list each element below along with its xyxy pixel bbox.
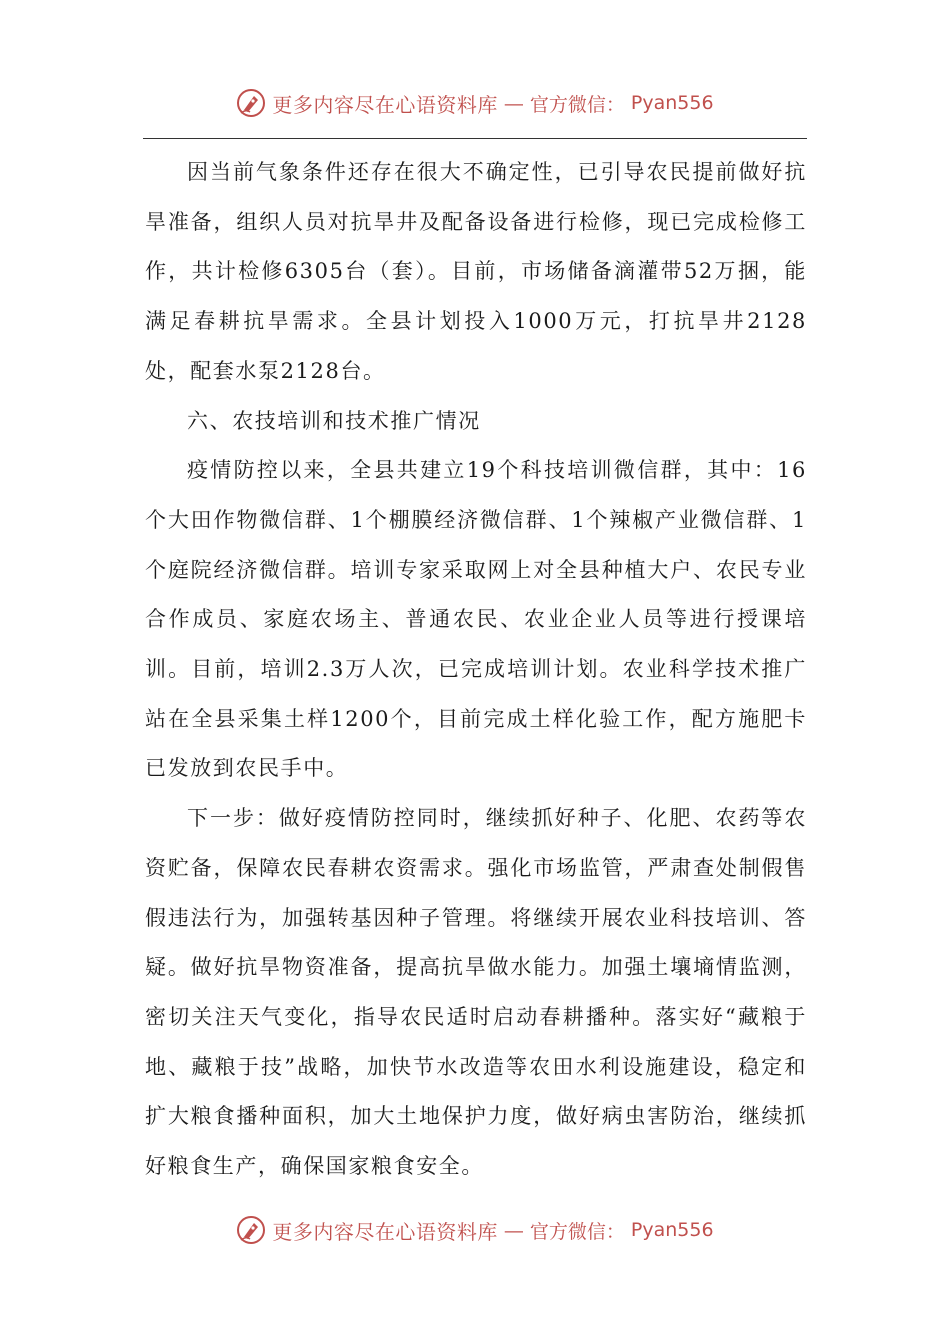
banner-site-name: 更多内容尽在心语资料库 (272, 92, 498, 117)
paragraph-drought-prep: 因当前气象条件还存在很大不确定性，已引导农民提前做好抗旱准备，组织人员对抗旱井及配备设备进行检修，现已完成检修工作，共计检修6305台（套）。目前，市场储备滴灌带52万捆，能满足春耕抗旱需求。全县计划投入1000万元，打抗旱井2128处，配套水泵2128台。 (145, 160, 807, 383)
footer-site-name: 更多内容尽在心语资料库 (272, 1219, 498, 1244)
pen-nib-logo-icon (236, 88, 266, 118)
footer-separator: — (503, 1218, 524, 1242)
banner-contact-id: Pyan556 (630, 92, 714, 114)
header-banner (0, 83, 950, 123)
footer-banner (0, 1210, 950, 1250)
document-body (145, 148, 807, 1192)
footer-contact-label: 官方微信： (529, 1220, 625, 1243)
pen-nib-logo-icon (236, 1215, 266, 1245)
section-heading-training: 六、农技培训和技术推广情况 (187, 408, 481, 433)
footer-contact-id: Pyan556 (630, 1219, 714, 1241)
banner-contact-label: 官方微信： (529, 93, 625, 116)
header-divider (143, 138, 807, 139)
banner-separator: — (503, 91, 524, 115)
paragraph-training: 疫情防控以来，全县共建立19个科技培训微信群，其中：16个大田作物微信群、1个棚膜经济微信群、1个辣椒产业微信群、1个庭院经济微信群。培训专家采取网上对全县种植大户、农民专业合作成员、家庭农场主、普通农民、农业企业人员等进行授课培训。目前，培训2.3万人次，已完成培训计划。农业科学技术推广站在全县采集土样1200个，目前完成土样化验工作，配方施肥卡已发放到农民手中。 (145, 458, 807, 781)
paragraph-next-steps: 下一步：做好疫情防控同时，继续抓好种子、化肥、农药等农资贮备，保障农民春耕农资需求。强化市场监管，严肃查处制假售假违法行为，加强转基因种子管理。将继续开展农业科技培训、答疑。做好抗旱物资准备，提高抗旱做水能力。加强土壤墒情监测，密切关注天气变化，指导农民适时启动春耕播种。落实好“藏粮于地、藏粮于技”战略，加快节水改造等农田水利设施建设，稳定和扩大粮食播种面积，加大土地保护力度，做好病虫害防治，继续抓好粮食生产，确保国家粮食安全。 (145, 806, 807, 1179)
